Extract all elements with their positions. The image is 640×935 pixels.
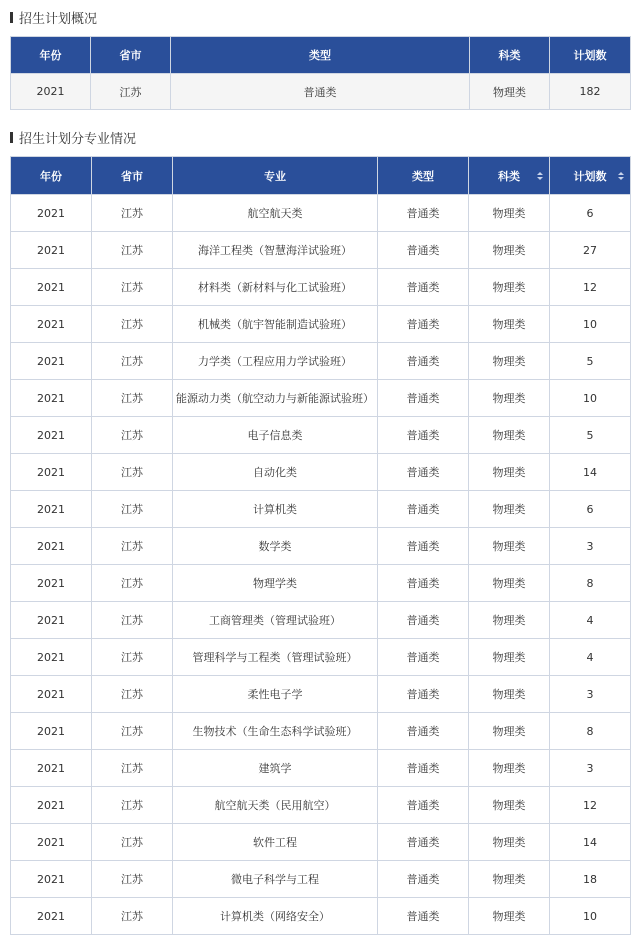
cell-province: 江苏 [92,491,173,528]
cell-type: 普通类 [378,417,469,454]
header-subject: 科类 [470,37,550,74]
cell-province: 江苏 [92,750,173,787]
cell-type: 普通类 [378,713,469,750]
cell-type: 普通类 [378,380,469,417]
cell-major: 柔性电子学 [173,676,378,713]
cell-major: 软件工程 [173,824,378,861]
header-plan-count-sortable[interactable] [550,157,631,195]
cell-plan-count: 182 [550,74,631,110]
cell-plan-count: 6 [550,195,631,232]
cell-year: 2021 [11,898,92,935]
header-type: 类型 [378,157,469,195]
cell-type: 普通类 [378,750,469,787]
header-type: 类型 [171,37,470,74]
cell-province: 江苏 [92,528,173,565]
cell-plan-count: 27 [550,232,631,269]
table-row [11,676,631,713]
cell-type: 普通类 [378,491,469,528]
cell-type: 普通类 [378,528,469,565]
cell-type: 普通类 [378,676,469,713]
header-year: 年份 [11,37,91,74]
cell-year: 2021 [11,491,92,528]
table-row [11,454,631,491]
table-row [11,565,631,602]
cell-subject: 物理类 [469,602,550,639]
cell-year: 2021 [11,750,92,787]
cell-major: 物理学类 [173,565,378,602]
table-row [11,306,631,343]
detail-title-text: 招生计划分专业情况 [19,132,137,147]
table-row [11,639,631,676]
cell-major: 建筑学 [173,750,378,787]
cell-major: 微电子科学与工程 [173,861,378,898]
cell-year: 2021 [11,454,92,491]
header-subject-sortable[interactable] [469,157,550,195]
cell-subject: 物理类 [469,676,550,713]
cell-province: 江苏 [92,602,173,639]
table-row [11,602,631,639]
cell-year: 2021 [11,639,92,676]
cell-province: 江苏 [92,713,173,750]
detail-section-title [10,128,136,147]
cell-subject: 物理类 [469,565,550,602]
cell-province: 江苏 [92,269,173,306]
cell-subject: 物理类 [469,898,550,935]
cell-major: 机械类（航宇智能制造试验班） [173,306,378,343]
cell-subject: 物理类 [469,417,550,454]
sort-icon[interactable] [537,172,543,180]
cell-province: 江苏 [91,74,171,110]
table-row [11,380,631,417]
header-subject-label: 科类 [498,169,520,183]
summary-title-text: 招生计划概况 [19,12,98,27]
table-row [11,861,631,898]
cell-subject: 物理类 [469,861,550,898]
cell-year: 2021 [11,380,92,417]
cell-plan-count: 3 [550,750,631,787]
cell-year: 2021 [11,528,92,565]
cell-subject: 物理类 [469,824,550,861]
cell-plan-count: 12 [550,269,631,306]
cell-subject: 物理类 [469,454,550,491]
cell-major: 计算机类 [173,491,378,528]
cell-major: 计算机类（网络安全） [173,898,378,935]
cell-type: 普通类 [378,269,469,306]
cell-plan-count: 18 [550,861,631,898]
detail-header-row [11,157,631,195]
cell-year: 2021 [11,713,92,750]
table-row [11,713,631,750]
cell-subject: 物理类 [469,639,550,676]
cell-subject: 物理类 [469,787,550,824]
cell-plan-count: 3 [550,676,631,713]
cell-major: 电子信息类 [173,417,378,454]
cell-year: 2021 [11,417,92,454]
cell-major: 工商管理类（管理试验班） [173,602,378,639]
summary-section-title [10,8,97,27]
table-row [11,269,631,306]
cell-subject: 物理类 [470,74,550,110]
table-row [11,824,631,861]
summary-row [11,74,631,110]
sort-icon[interactable] [618,172,624,180]
cell-subject: 物理类 [469,306,550,343]
cell-province: 江苏 [92,898,173,935]
cell-type: 普通类 [378,343,469,380]
cell-subject: 物理类 [469,491,550,528]
cell-plan-count: 5 [550,343,631,380]
summary-header-row [11,37,631,74]
cell-plan-count: 10 [550,306,631,343]
header-year: 年份 [11,157,92,195]
cell-year: 2021 [11,232,92,269]
table-row [11,417,631,454]
cell-year: 2021 [11,602,92,639]
cell-type: 普通类 [378,898,469,935]
table-row [11,528,631,565]
cell-major: 生物技术（生命生态科学试验班） [173,713,378,750]
cell-type: 普通类 [378,454,469,491]
cell-type: 普通类 [378,232,469,269]
cell-type: 普通类 [378,639,469,676]
cell-province: 江苏 [92,417,173,454]
cell-province: 江苏 [92,380,173,417]
cell-type: 普通类 [378,602,469,639]
cell-year: 2021 [11,343,92,380]
cell-type: 普通类 [378,787,469,824]
cell-type: 普通类 [378,306,469,343]
header-plan-count-label: 计划数 [573,169,607,183]
table-row [11,750,631,787]
cell-province: 江苏 [92,306,173,343]
header-province: 省市 [92,157,173,195]
cell-province: 江苏 [92,195,173,232]
cell-major: 数学类 [173,528,378,565]
cell-year: 2021 [11,195,92,232]
cell-major: 自动化类 [173,454,378,491]
header-major: 专业 [173,157,378,195]
cell-major: 能源动力类（航空动力与新能源试验班） [173,380,378,417]
cell-major: 航空航天类 [173,195,378,232]
cell-province: 江苏 [92,861,173,898]
cell-major: 力学类（工程应用力学试验班） [173,343,378,380]
cell-province: 江苏 [92,232,173,269]
summary-table [10,36,631,110]
table-row [11,491,631,528]
cell-plan-count: 14 [550,824,631,861]
cell-plan-count: 5 [550,417,631,454]
cell-plan-count: 6 [550,491,631,528]
cell-province: 江苏 [92,787,173,824]
header-plan-count: 计划数 [550,37,631,74]
table-row [11,232,631,269]
table-row [11,343,631,380]
cell-province: 江苏 [92,639,173,676]
cell-plan-count: 4 [550,639,631,676]
header-province: 省市 [91,37,171,74]
cell-plan-count: 3 [550,528,631,565]
cell-type: 普通类 [171,74,470,110]
cell-year: 2021 [11,861,92,898]
cell-subject: 物理类 [469,269,550,306]
section-bullet [10,12,13,23]
table-row [11,195,631,232]
cell-plan-count: 4 [550,602,631,639]
cell-plan-count: 14 [550,454,631,491]
cell-major: 海洋工程类（智慧海洋试验班） [173,232,378,269]
cell-type: 普通类 [378,861,469,898]
cell-plan-count: 10 [550,380,631,417]
cell-subject: 物理类 [469,713,550,750]
cell-major: 材料类（新材料与化工试验班） [173,269,378,306]
detail-table-body [11,195,631,935]
cell-major: 管理科学与工程类（管理试验班） [173,639,378,676]
cell-year: 2021 [11,269,92,306]
cell-type: 普通类 [378,195,469,232]
cell-type: 普通类 [378,565,469,602]
detail-table [10,156,631,935]
cell-subject: 物理类 [469,380,550,417]
cell-province: 江苏 [92,824,173,861]
cell-subject: 物理类 [469,750,550,787]
cell-province: 江苏 [92,343,173,380]
cell-plan-count: 8 [550,713,631,750]
cell-year: 2021 [11,74,91,110]
cell-year: 2021 [11,787,92,824]
table-row [11,898,631,935]
cell-major: 航空航天类（民用航空） [173,787,378,824]
section-bullet [10,132,13,143]
cell-subject: 物理类 [469,528,550,565]
cell-province: 江苏 [92,565,173,602]
cell-year: 2021 [11,824,92,861]
cell-province: 江苏 [92,454,173,491]
cell-province: 江苏 [92,676,173,713]
cell-year: 2021 [11,306,92,343]
cell-plan-count: 10 [550,898,631,935]
cell-type: 普通类 [378,824,469,861]
cell-year: 2021 [11,676,92,713]
table-row [11,787,631,824]
cell-year: 2021 [11,565,92,602]
cell-subject: 物理类 [469,232,550,269]
cell-plan-count: 8 [550,565,631,602]
cell-subject: 物理类 [469,195,550,232]
cell-subject: 物理类 [469,343,550,380]
cell-plan-count: 12 [550,787,631,824]
